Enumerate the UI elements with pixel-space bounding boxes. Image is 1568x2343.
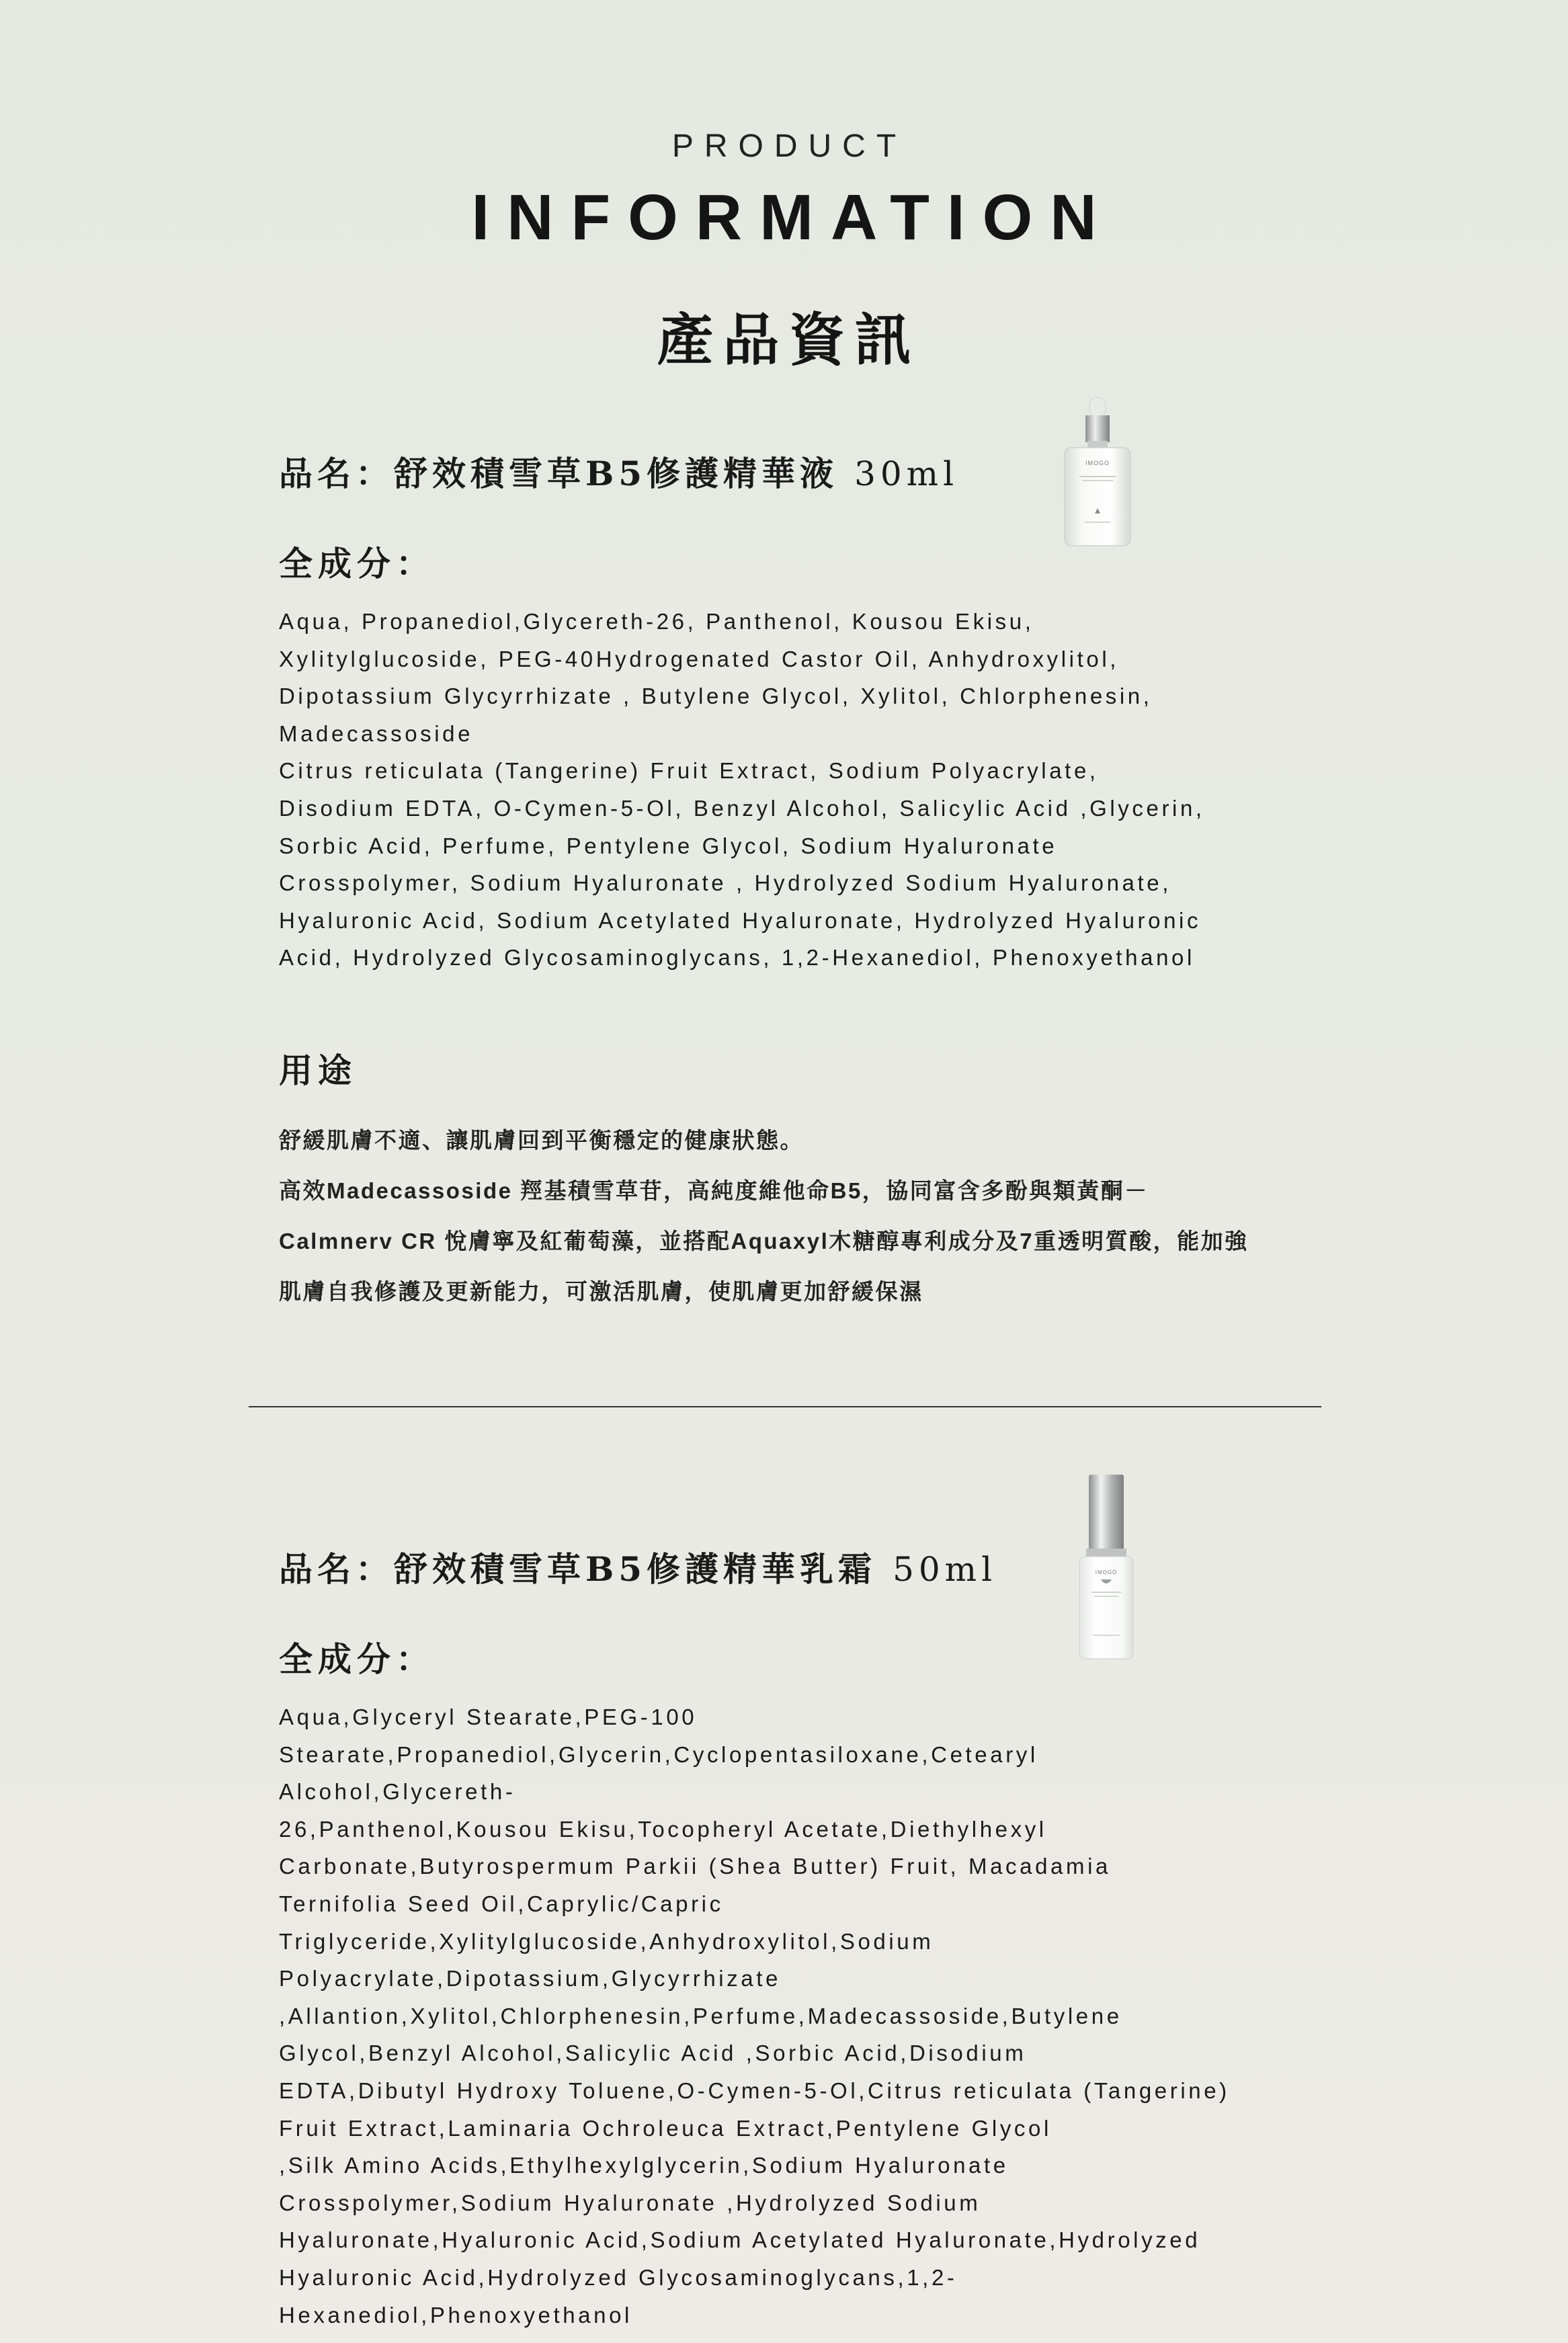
section-divider [249,1406,1321,1407]
product-name-text: 品名：舒效積雪草B5修護精華液 [279,454,839,493]
product-section-serum [279,447,1327,1317]
ingredients-title: 全成分： [279,544,435,583]
usage-text [279,1115,1327,1317]
ingredients-line: EDTA,Dibutyl Hydroxy Toluene,O-Cymen-5-Ol,Citrus reticulata (Tangerine) [279,2078,1230,2103]
ingredients-line: Fruit Extract,Laminaria Ochroleuca Extract,Pentylene Glycol [279,2115,1052,2141]
cream-bottle-label: IMOGO [1095,1569,1118,1575]
ingredients-line: Xylitylglucoside, PEG-40Hydrogenated Castor Oil, Anhydroxylitol, [279,646,1120,671]
ingredients-line: Citrus reticulata (Tangerine) Fruit Extract, Sodium Polyacrylate, [279,758,1099,784]
ingredients-line: Crosspolymer, Sodium Hyaluronate , Hydrolyzed Sodium Hyaluronate, [279,870,1171,896]
product-size: 50ml [893,1550,997,1589]
ingredients-line: Aqua,Glyceryl Stearate,PEG-100 [279,1704,698,1729]
product-size: 30ml [854,454,959,493]
usage-title: 用途 [279,1050,357,1090]
ingredients-line: Crosspolymer,Sodium Hyaluronate ,Hydrolyzed Sodium [279,2190,981,2215]
ingredients-line: Alcohol,Glycereth- [279,1779,516,1805]
ingredients-line: Glycol,Benzyl Alcohol,Salicylic Acid ,Sorbic Acid,Disodium [279,2041,1027,2066]
ingredients-line: Sorbic Acid, Perfume, Pentylene Glycol, Sodium Hyaluronate [279,833,1058,858]
product-name-text: 品名：舒效積雪草B5修護精華乳霜 [279,1549,877,1589]
usage-line: 高效Madecassoside 羥基積雪草苷，高純度維他命B5，協同富含多酚與類黃酮－ [279,1178,1149,1203]
product-section-cream [279,1543,1327,2334]
product-name [279,1543,1327,1591]
ingredients-line: Aqua, Propanediol,Glycereth-26, Panthenol, Kousou Ekisu, [279,609,1034,634]
page-header [0,128,1568,376]
ingredients-line: Hyaluronic Acid,Hydrolyzed Glycosaminoglycans,1,2- [279,2264,958,2290]
ingredients-line: Dipotassium Glycyrrhizate , Butylene Glycol, Xylitol, Chlorphenesin, [279,684,1153,709]
header-chinese-title: 產品資訊 [657,306,921,373]
header-product: PRODUCT [671,128,907,164]
product-name [279,447,1327,495]
ingredients-line: Stearate,Propanediol,Glycerin,Cyclopentasiloxane,Cetearyl [279,1741,1038,1767]
serum-bottle-label: IMOGO [1085,460,1110,466]
ingredients-list [279,603,1327,977]
usage-line: 舒緩肌膚不適、讓肌膚回到平衡穩定的健康狀態。 [279,1127,804,1153]
ingredients-line: Carbonate,Butyrospermum Parkii (Shea Butter) Fruit, Macadamia [279,1854,1111,1879]
ingredients-line: 26,Panthenol,Kousou Ekisu,Tocopheryl Acetate,Diethylhexyl [279,1816,1047,1842]
ingredients-line: ,Allantion,Xylitol,Chlorphenesin,Perfume,Madecassoside,Butylene [279,2003,1122,2028]
usage-line: Calmnerv CR 悅膚寧及紅葡萄藻，並搭配Aquaxyl木糖醇專利成分及7重透明質酸，能加強 [279,1228,1249,1253]
usage-line: 肌膚自我修護及更新能力，可激活肌膚，使肌膚更加舒緩保濕 [279,1278,923,1304]
ingredients-line: Hyaluronate,Hyaluronic Acid,Sodium Acetylated Hyaluronate,Hydrolyzed [279,2227,1201,2253]
ingredients-line: Hyaluronic Acid, Sodium Acetylated Hyaluronate, Hydrolyzed Hyaluronic [279,907,1202,933]
ingredients-line: Polyacrylate,Dipotassium,Glycyrrhizate [279,1966,781,1991]
ingredients-line: Triglyceride,Xylitylglucoside,Anhydroxylitol,Sodium [279,1928,934,1954]
ingredients-line: Hexanediol,Phenoxyethanol [279,2302,632,2328]
ingredients-line: Acid, Hydrolyzed Glycosaminoglycans, 1,2-Hexanediol, Phenoxyethanol [279,945,1195,971]
ingredients-title: 全成分： [279,1639,435,1679]
ingredients-line: ,Silk Amino Acids,Ethylhexylglycerin,Sodium Hyaluronate [279,2153,1009,2178]
ingredients-line: Madecassoside [279,721,474,746]
header-information: INFORMATION [471,181,1114,253]
ingredients-line: Ternifolia Seed Oil,Caprylic/Capric [279,1891,724,1916]
ingredients-line: Disodium EDTA, O-Cymen-5-Ol, Benzyl Alcohol, Salicylic Acid ,Glycerin, [279,795,1205,821]
ingredients-list [279,1698,1327,2334]
